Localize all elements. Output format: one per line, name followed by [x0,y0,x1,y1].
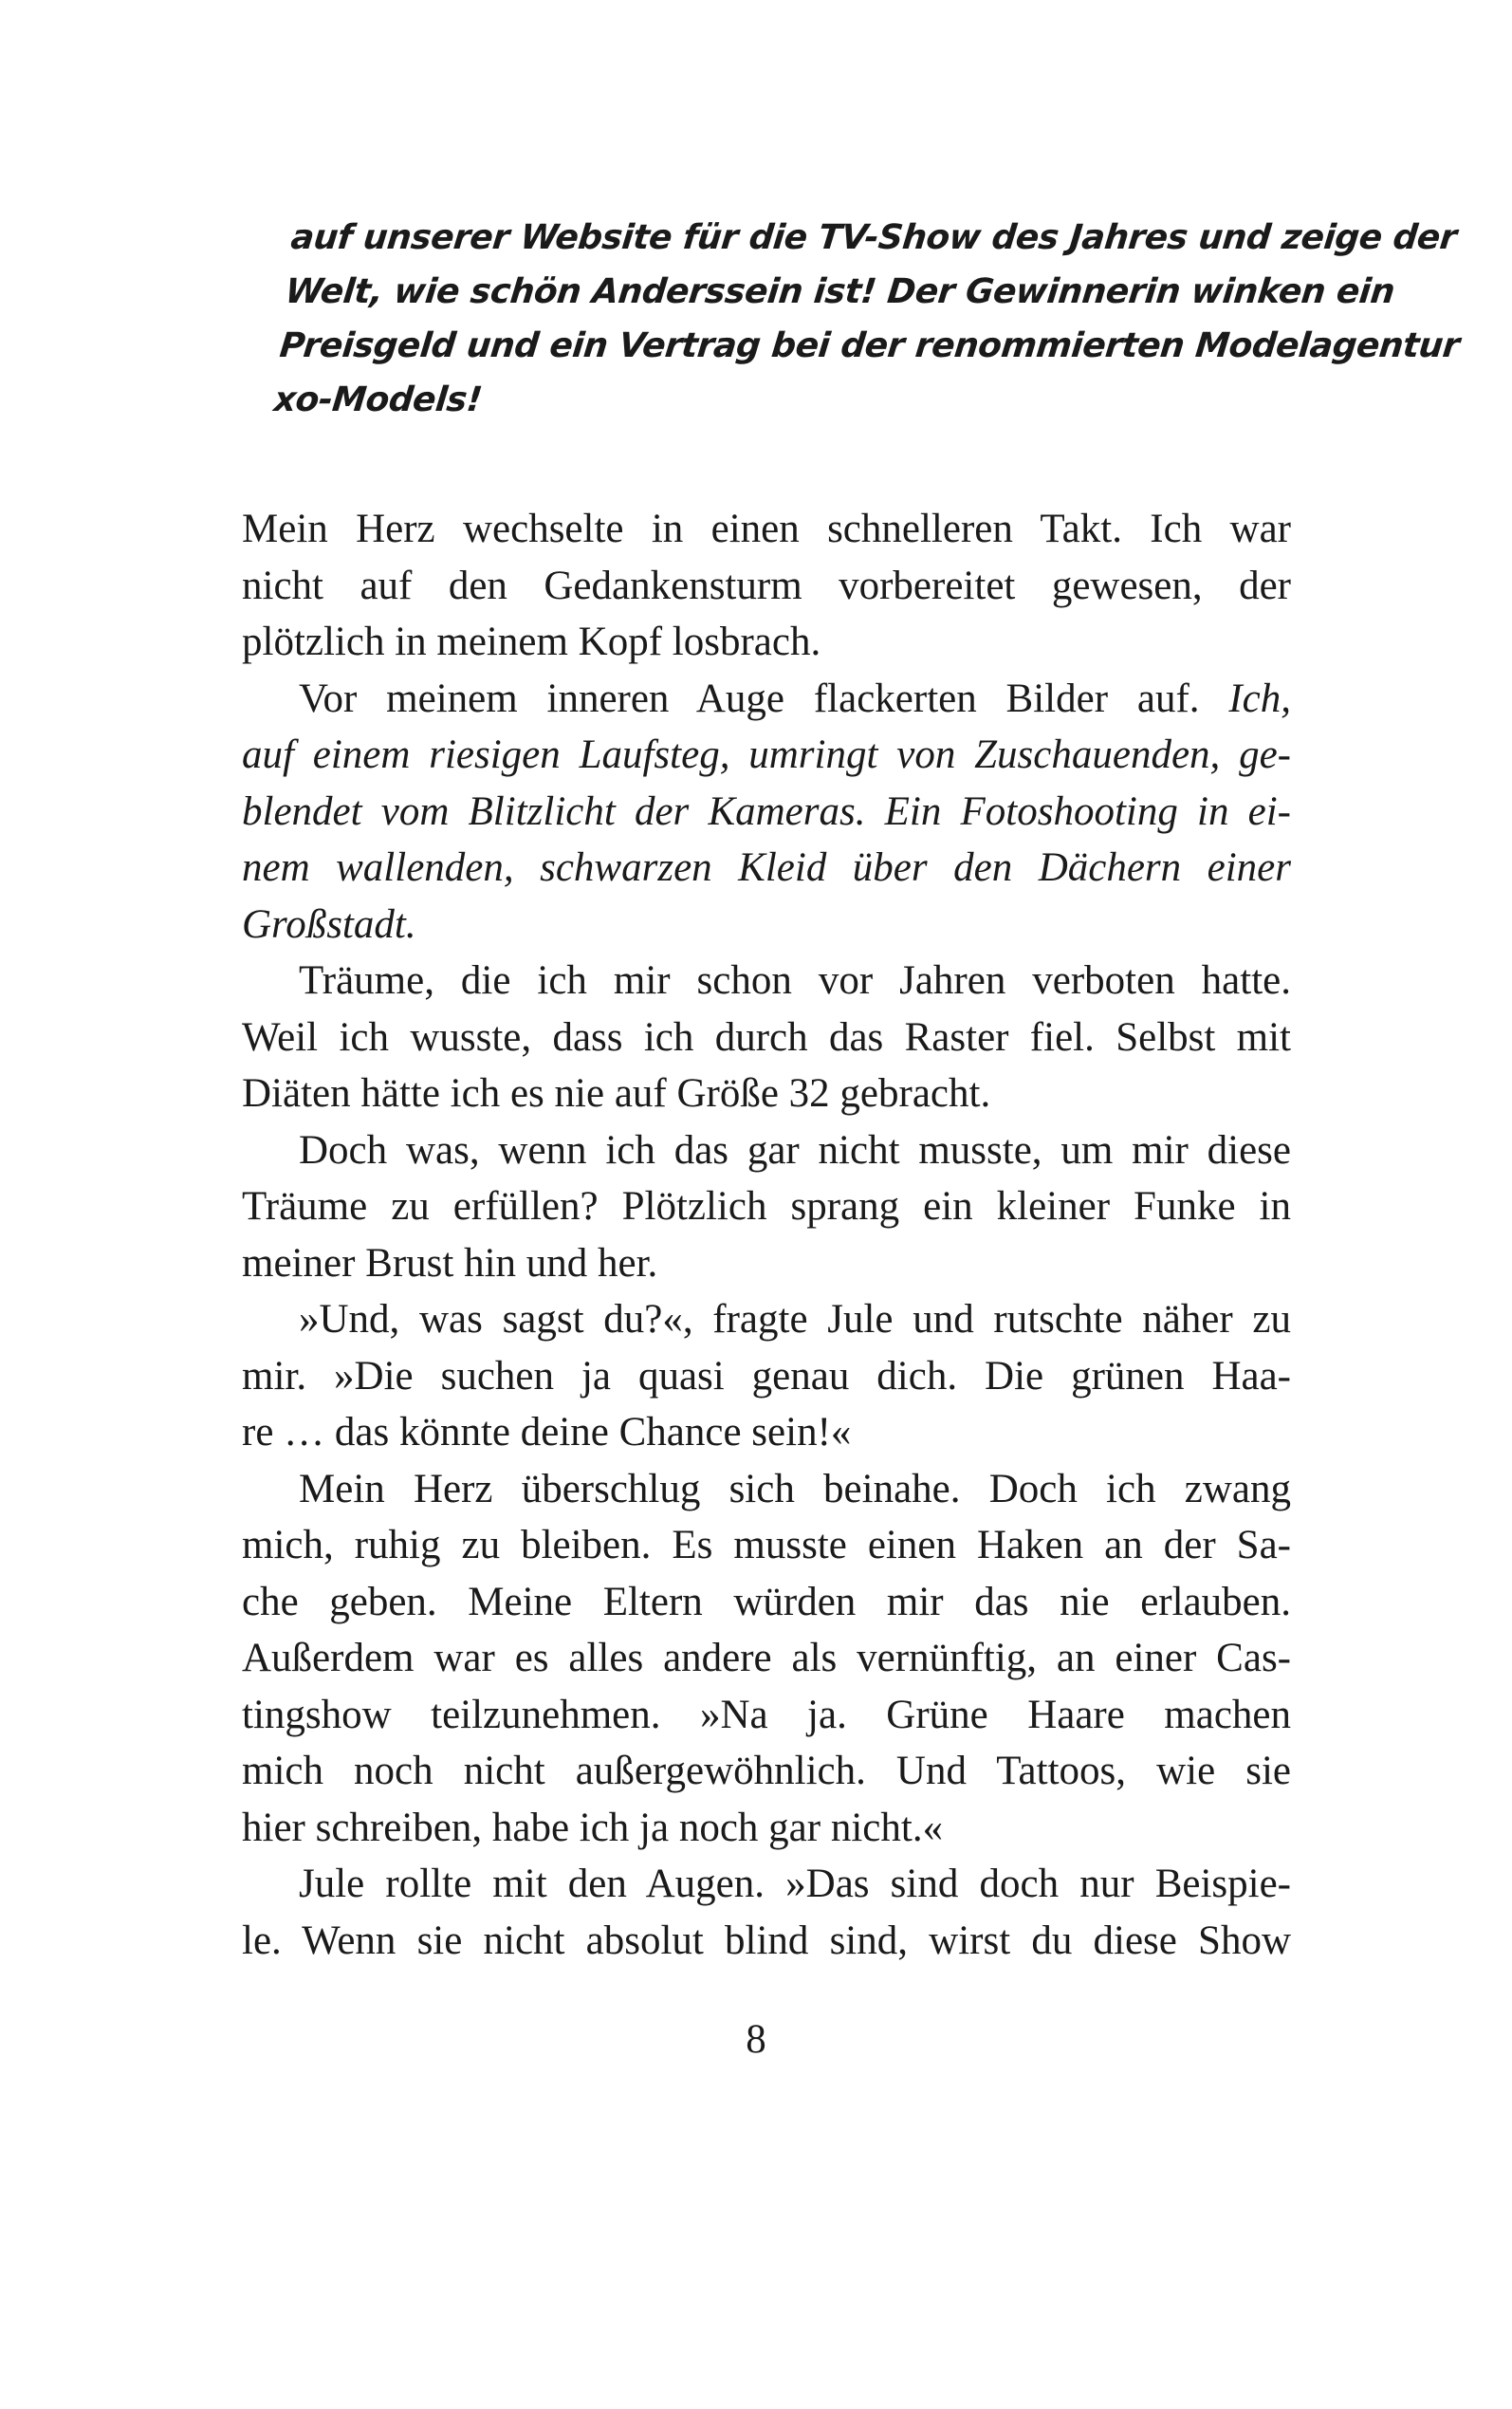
text-line: Großstadt. [242,901,416,947]
text-line: Jule rollte mit den Augen. »Das sind doch nur Beispie- [299,1862,1291,1906]
text-line: Weil ich wusste, dass ich durch das Raster fiel. Selbst mit [242,1014,1291,1060]
text-segment: Vor meinem inneren Auge flackerten Bilder auf. [299,676,1200,721]
text-line [242,671,1291,728]
text-line: Diäten hätte ich es nie auf Größe 32 gebracht. [242,1071,991,1116]
quote-line: Welt, wie schön Anderssein ist! Der Gewinnerin winken ein [283,272,1397,311]
text-line: »Und, was sagst du?«, fragte Jule und rutschte näher zu [299,1297,1291,1342]
text-line: Doch was, wenn ich das gar nicht musste, um mir diese [299,1127,1291,1173]
text-line: Mein Herz wechselte in einen schnelleren Takt. Ich war [242,507,1291,551]
text-line: mir. »Die suchen ja quasi genau dich. Die grünen Haa- [242,1353,1291,1399]
italic-segment: Ich, [1228,676,1291,721]
text-line: plötzlich in meinem Kopf losbrach. [242,620,821,664]
body-text [242,501,1291,1969]
page-number: 8 [746,2017,766,2062]
quote-line: auf unserer Website für die TV-Show des Jahres und zeige der [288,218,1459,257]
text-line: mich noch nicht außergewöhnlich. Und Tattoos, wie sie [242,1749,1291,1793]
text-line: mich, ruhig zu bleiben. Es musste einen Haken an der Sa- [242,1523,1291,1567]
text-line: Außerdem war es alles andere als vernünftig, an einer Cas- [242,1636,1291,1680]
text-line: blendet vom Blitzlicht der Kameras. Ein Fotoshooting in ei- [242,788,1291,834]
text-line: re … das könnte deine Chance sein!« [242,1410,852,1455]
text-line: hier schreiben, habe ich ja noch gar nicht.« [242,1805,944,1850]
text-line: meiner Brust hin und her. [242,1240,658,1286]
text-line: Mein Herz überschlug sich beinahe. Doch ich zwang [299,1466,1291,1511]
quote-line: xo-Models! [271,380,485,419]
text-line: Träume zu erfüllen? Plötzlich sprang ein kleiner Funke in [242,1184,1291,1229]
text-line: nem wallenden, schwarzen Kleid über den Dächern einer [242,845,1291,890]
text-line: le. Wenn sie nicht absolut blind sind, wirst du diese Show [242,1918,1291,1963]
text-line: Träume, die ich mir schon vor Jahren verboten hatte. [299,958,1291,1003]
text-line: auf einem riesigen Laufsteg, umringt von Zuschauenden, ge- [242,732,1291,777]
text-line: che geben. Meine Eltern würden mir das nie erlauben. [242,1579,1291,1624]
quote-line: Preisgeld und ein Vertrag bei der renommierten Modelagentur [277,326,1462,365]
text-line: tingshow teilzunehmen. »Na ja. Grüne Haare machen [242,1692,1291,1737]
text-line: nicht auf den Gedankensturm vorbereitet gewesen, der [242,563,1291,608]
handwritten-ad-text [271,211,1462,427]
